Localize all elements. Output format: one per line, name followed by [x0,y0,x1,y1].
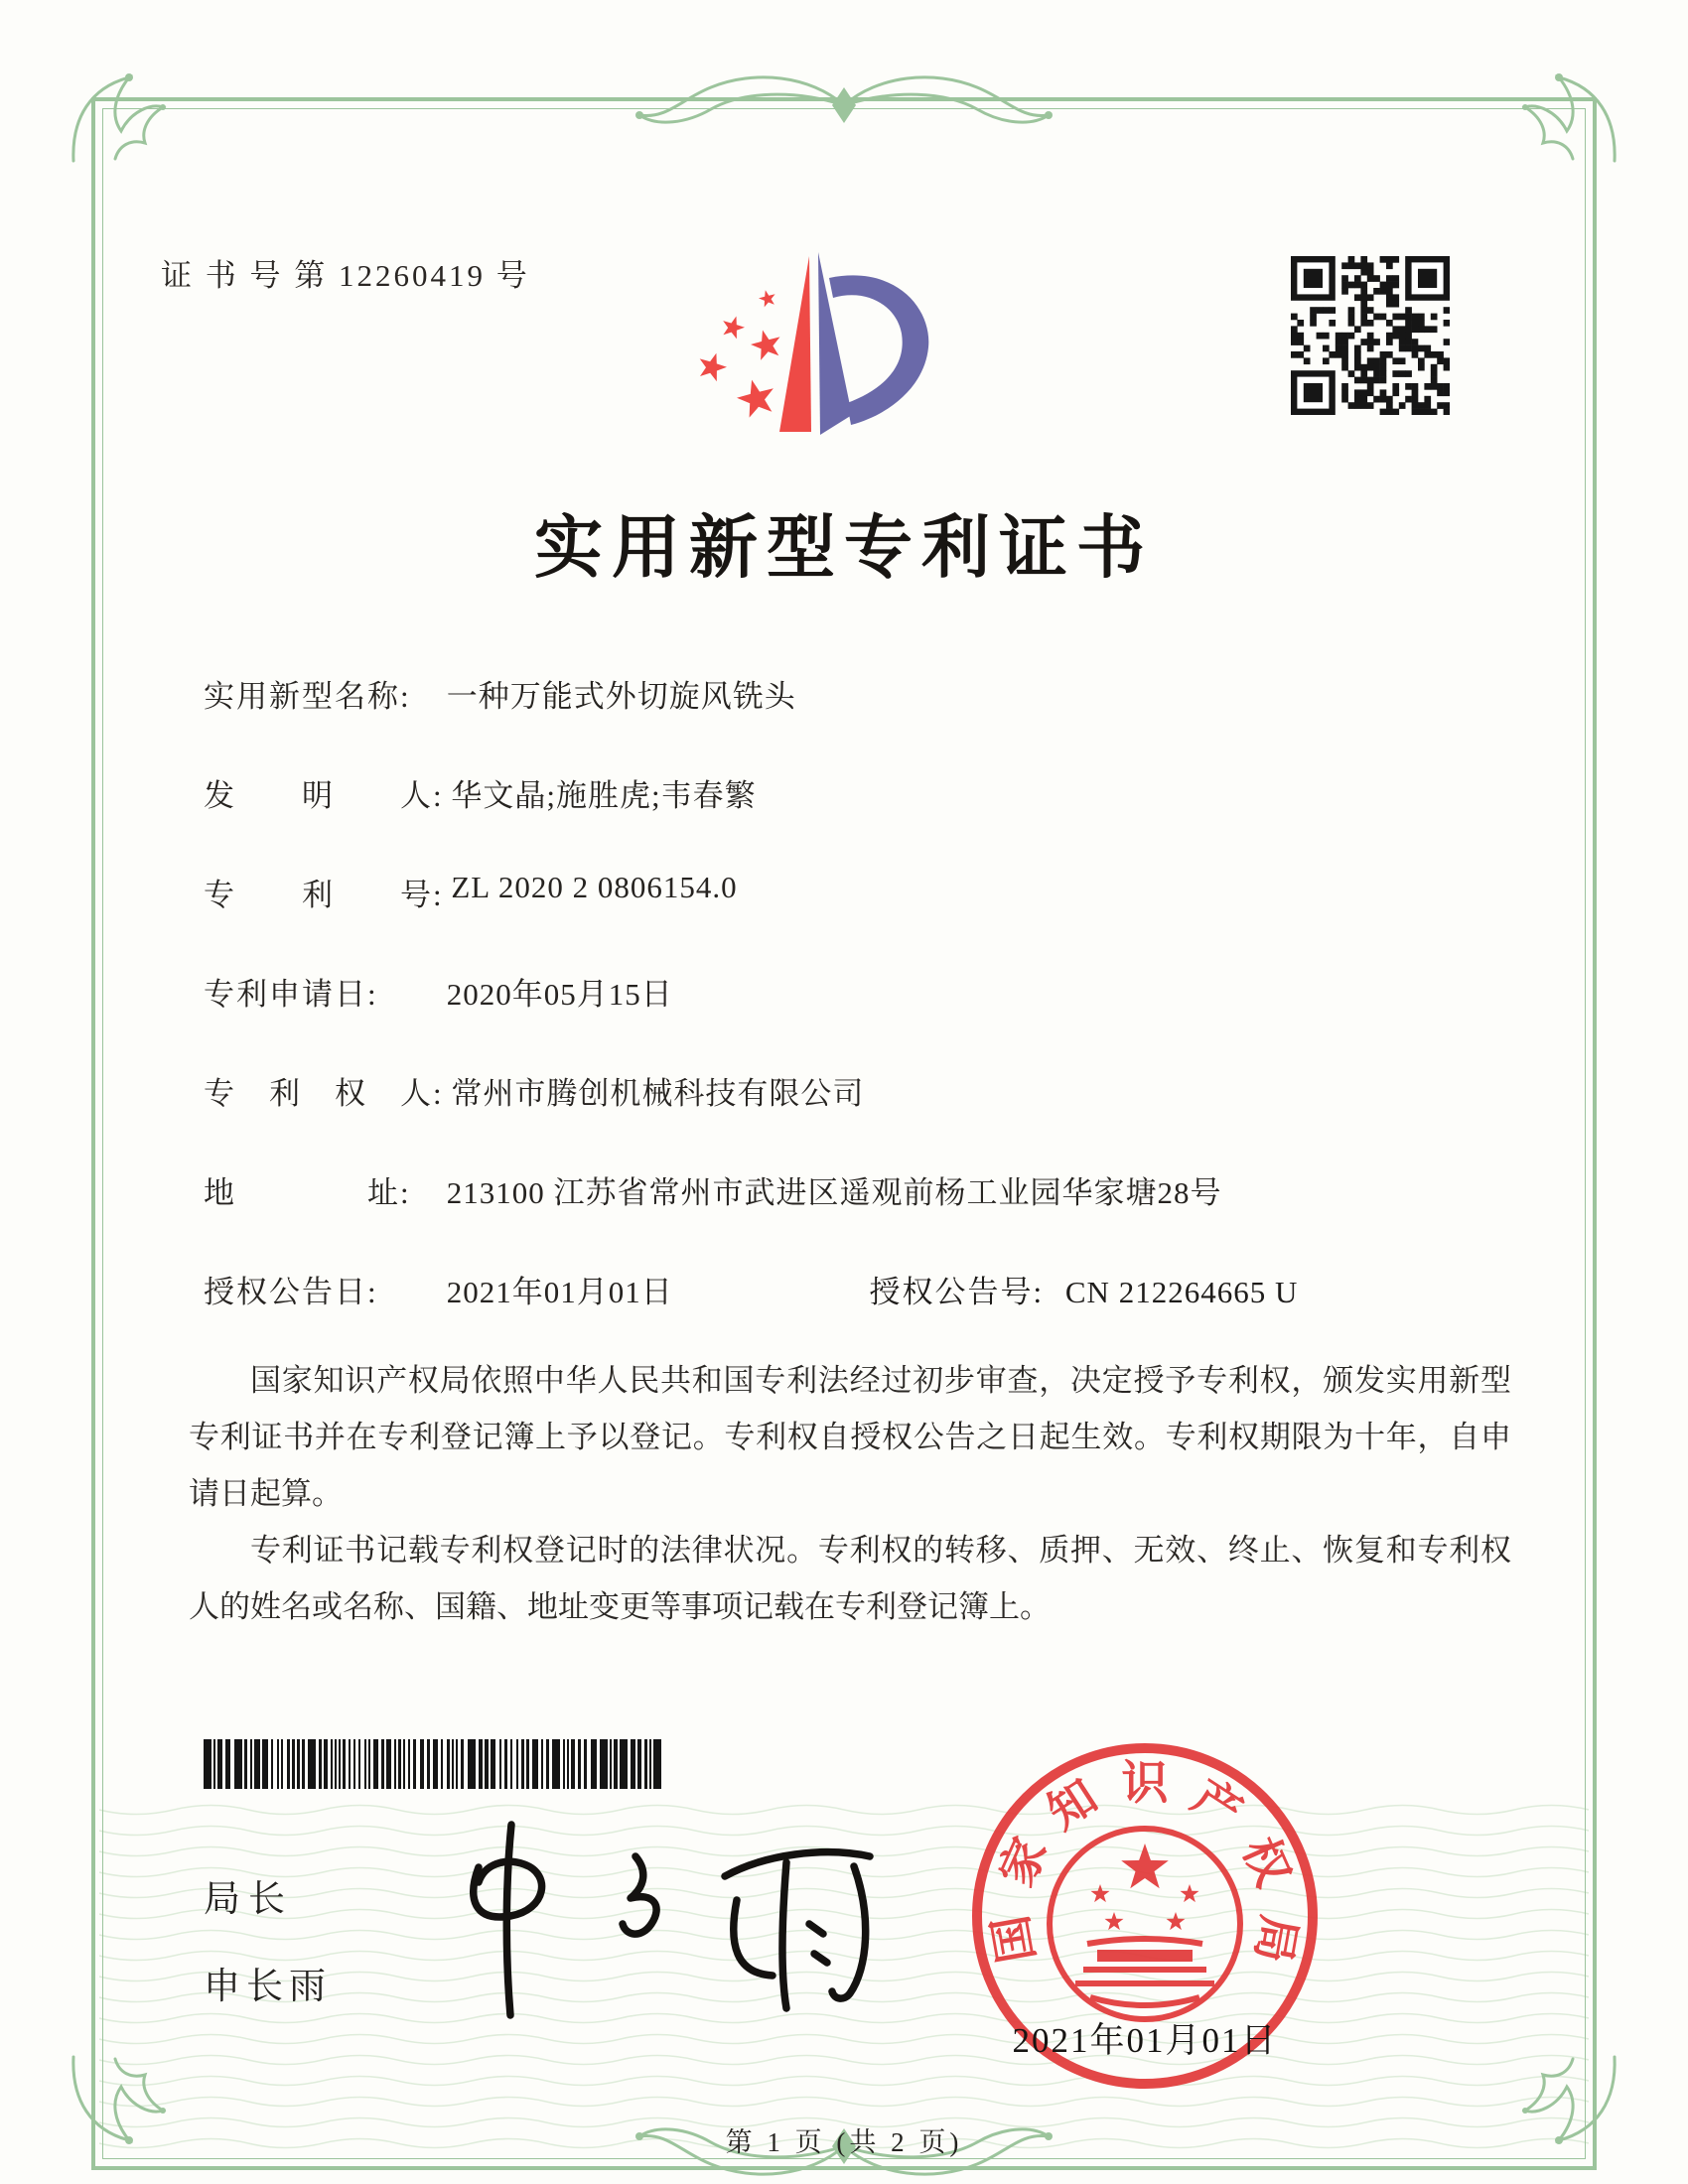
legal-paragraph-2: 专利证书记载专利权登记时的法律状况。专利权的转移、质押、无效、终止、恢复和专利权人的姓名或名称、国籍、地址变更等事项记载在专利登记簿上。 [189,1533,1511,1624]
field-label: 授权公告日: [204,1275,378,1309]
field-value: 一种万能式外切旋风铣头 [446,679,796,714]
field-value: 华文晶;施胜虎;韦春繁 [451,778,757,813]
field-value: 常州市腾创机械科技有限公司 [451,1076,865,1111]
field-label: 实用新型名称: [204,679,411,714]
field-label: 发 明 人: [204,778,444,813]
top-center-flourish [616,58,1072,139]
director-name: 申长雨 [204,1966,332,2006]
legal-paragraph-1: 国家知识产权局依照中华人民共和国专利法经过初步审查，决定授予专利权，颁发实用新型专利证书并在专利登记簿上予以登记。专利权自授权公告之日起生效。专利权期限为十年，自申请日起算。 [189,1363,1511,1511]
svg-text:家: 家 [991,1830,1057,1894]
svg-text:权: 权 [1232,1830,1299,1894]
logo-stars [700,290,780,417]
corner-scroll-top-left [68,66,171,169]
svg-text:知: 知 [1039,1770,1107,1841]
legal-text [189,1352,1511,1635]
field-value-2: CN 212264665 U [1064,1275,1299,1309]
field-label-2: 授权公告号: [869,1275,1045,1309]
corner-scroll-top-right [1517,66,1620,169]
page-number: 第 1 页 (共 2 页) [725,2127,963,2157]
field-label: 专 利 号: [204,878,444,912]
qr-code [1291,256,1450,415]
field-label: 专利申请日: [204,977,378,1012]
field-list [204,671,1514,1366]
field-inventors [204,770,1514,870]
field-label: 专 利 权 人: [204,1076,444,1111]
svg-text:产: 产 [1183,1770,1251,1841]
field-patent-number [204,870,1514,969]
field-value: 2021年01月01日 [446,1275,673,1309]
seal-date: 2021年01月01日 [1012,2021,1278,2060]
field-patentee [204,1068,1514,1167]
director-label: 局长 [204,1878,293,1919]
svg-text:识: 识 [1121,1758,1169,1810]
field-value: 2020年05月15日 [446,977,673,1012]
field-filing-date [204,969,1514,1068]
field-address [204,1167,1514,1267]
field-value: 213100 江苏省常州市武进区遥观前杨工业园华家塘28号 [446,1175,1222,1210]
barcode [204,1739,670,1789]
officer-block [204,1868,332,2009]
svg-text:国: 国 [985,1911,1045,1967]
field-value: ZL 2020 2 0806154.0 [451,870,738,904]
page-title: 实用新型专利证书 [534,510,1154,586]
logo-red-wedge [779,256,811,432]
svg-text:局: 局 [1245,1911,1305,1967]
field-grant-date-and-number [204,1267,1514,1366]
director-signature [427,1805,904,2043]
field-utility-model-name [204,671,1514,770]
cnipa-logo-icon [640,218,948,452]
field-label: 地 址: [204,1175,411,1210]
certificate-number: 证 书 号 第 12260419 号 [161,258,530,293]
